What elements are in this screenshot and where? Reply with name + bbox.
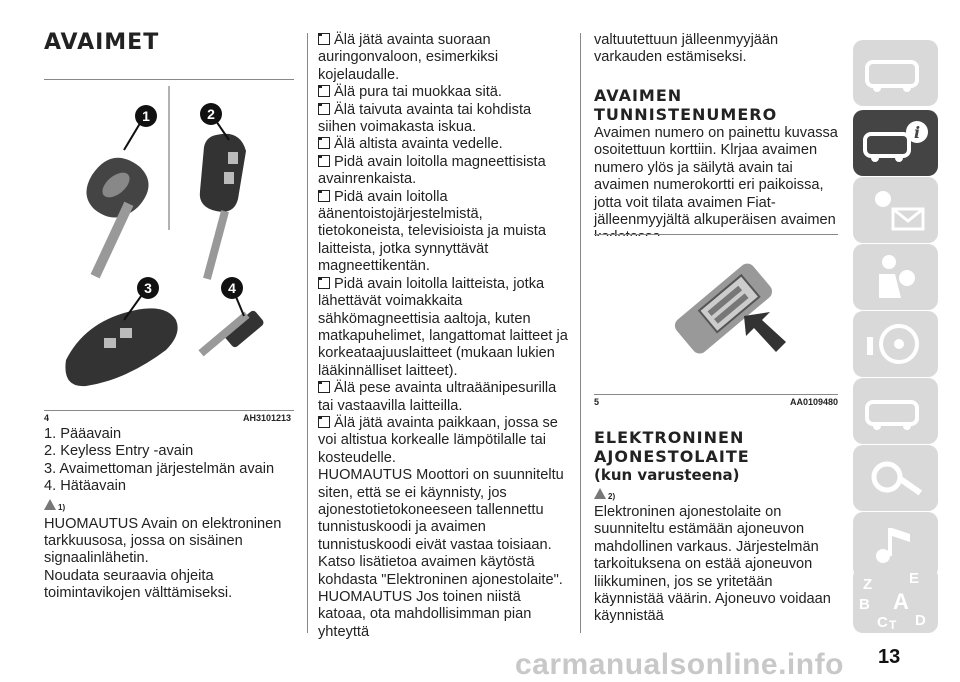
figure-bottom-rule [44, 410, 294, 411]
warning-ref: 1) [44, 496, 300, 516]
paragraph: HUOMAUTUS Moottori on suunniteltu siten, että se ei käynnisty, jos ajonestotietokoneeseen tallennettu tunnistuskoodi ja avaimen tunnistuskoodi eivät vastaa toisiaan. Katso lisätietoa avaimen käytöstä kohdasta "Elektroninen ajonestolaite". [318, 467, 564, 588]
col3-cont: valtuutettuun jälleenmyyjään varkauden estämiseksi. [594, 32, 779, 66]
steering-wheel-icon [853, 311, 938, 377]
watermark: carmanualsonline.info [515, 648, 844, 681]
tab-index[interactable] [853, 567, 938, 633]
figure-top-rule [594, 234, 838, 235]
warning-icon [44, 499, 56, 510]
warning-light-icon [853, 177, 938, 243]
tab-driving[interactable] [853, 311, 938, 377]
car-emergency-icon [853, 378, 938, 444]
key-card-figure [594, 236, 838, 394]
key-figure [44, 80, 294, 410]
svg-text:2: 2 [207, 106, 215, 122]
svg-text:D: D [915, 612, 926, 629]
figure-number: 4 [44, 413, 50, 423]
col2-text [318, 32, 570, 641]
callout-4 [221, 277, 244, 316]
section-title-ajonestolaite: ELEKTRONINEN AJONESTOLAITE [594, 428, 750, 466]
svg-text:E: E [909, 570, 920, 587]
section-title-avaimet: AVAIMET [44, 30, 160, 55]
figure-code: AH3101213 [243, 413, 292, 423]
tab-car-overview[interactable] [853, 40, 938, 106]
list-item: Älä taivuta avainta tai kohdista siihen voimakasta iskua. [318, 101, 532, 136]
figure-number: 5 [594, 397, 600, 407]
col3-para2: Elektroninen ajonestolaite on suunniteltu estämään ajoneuvon mahdollinen varkaus. Järjestelmän tarkoituksena on estää ajoneuvon liikkuminen, jos se yritetään käynnistää väärin. Ajoneuvo voidaan käynnistää [594, 504, 831, 625]
list-item: Pidä avain loitolla äänentoistojärjestelmistä, tietokoneista, televisioista ja muista laitteista, jotka synnyttävät magneettikentän. [318, 188, 546, 275]
car-info-icon [853, 110, 938, 176]
bullet-icon [318, 190, 330, 202]
warning-ref: 2) [594, 486, 615, 502]
bullet-icon [318, 381, 330, 393]
bullet-icon [318, 103, 330, 115]
paragraph: HUOMAUTUS Jos toinen niistä katoaa, ota mahdollisimman pian yhteyttä [318, 589, 532, 640]
paragraph: HUOMAUTUS Avain on elektroninen tarkkuusosa, jossa on sisäinen signaalinlähetin. [44, 515, 282, 567]
bullet-icon [318, 33, 330, 45]
figure-code: AA0109480 [790, 397, 839, 407]
list-item: 1. Pääavain [44, 426, 122, 442]
list-item: Pidä avain loitolla magneettisista avainrenkaista. [318, 153, 546, 188]
svg-text:A: A [893, 589, 909, 614]
gear-wrench-icon [853, 445, 938, 511]
figure-bottom-rule [594, 394, 838, 395]
emergency-key-image [198, 309, 265, 356]
paragraph: Noudata seuraavia ohjeita toimintavikojen välttämiseksi. [44, 567, 233, 602]
callout-1 [124, 105, 157, 150]
bullet-icon [318, 85, 330, 97]
callout-2 [200, 103, 229, 140]
svg-text:1: 1 [142, 108, 150, 124]
bullet-icon [318, 155, 330, 167]
col3-para1: Avaimen numero on painettu kuvassa osoitettuun korttiin. Klrjaa avaimen numero ylös ja säilytä avain tai avaimen numerokortti eri paikoissa, jotta voit tilata avaimen Fiat-jälleenmyyjältä alkuperäisen avaimen [594, 125, 838, 229]
bullet-icon [318, 137, 330, 149]
main-key-image [86, 158, 148, 279]
arrow-icon [744, 312, 786, 352]
tab-warning-lights[interactable] [853, 177, 938, 243]
svg-text:i: i [913, 123, 921, 142]
svg-text:C: C [877, 614, 888, 631]
list-item: 4. Hätäavain [44, 478, 126, 495]
list-item: 3. Avaimettoman järjestelmän avain [44, 460, 275, 477]
key-card-image [672, 260, 776, 356]
airbag-icon [853, 244, 938, 310]
tab-maintenance[interactable] [853, 445, 938, 511]
warning-icon [594, 488, 606, 499]
tab-emergency[interactable] [853, 378, 938, 444]
list-item: Älä jätä avainta paikkaan, jossa se voi altistua korkealle lämpötilalle tai kosteudelle. [318, 414, 558, 466]
alphabet-index-icon [853, 567, 938, 633]
svg-text:B: B [859, 596, 870, 613]
subtitle: (kun varusteena) [594, 466, 740, 484]
list-item: Älä pura tai muokkaa sitä. [318, 84, 570, 101]
column-divider [307, 33, 308, 633]
bullet-icon [318, 416, 330, 428]
svg-text:Z: Z [863, 576, 873, 593]
svg-text:4: 4 [228, 280, 236, 296]
tab-car-info[interactable] [853, 110, 938, 176]
list-item: 2. Keyless Entry -avain [44, 443, 194, 460]
list-item: Pidä avain loitolla laitteista, jotka lähettävät voimakkaita sähkömagneettisia aaltoja, kuten matkapuhelimet, langattomat laitteet ja korkeataajuuslaitteet (mukaan lukien lääkinnälliset laitteet). [318, 275, 568, 379]
page-number: 13 [878, 646, 901, 668]
svg-text:3: 3 [144, 280, 152, 296]
list-item: Älä jätä avainta suoraan auringonvaloon, esimerkiksi kojelaudalle. [318, 32, 499, 83]
keyless-system-key-image [65, 308, 177, 386]
keyless-entry-key-image [200, 134, 246, 280]
list-item: Älä pese avainta ultraäänipesurilla tai vastaavilla laitteilla. [318, 380, 557, 414]
tab-safety[interactable] [853, 244, 938, 310]
bullet-icon [318, 277, 330, 289]
list-item: Älä altista avainta vedelle. [318, 136, 570, 153]
column-divider [580, 33, 581, 633]
svg-text:T: T [889, 618, 897, 632]
section-title-tunnistenumero: AVAIMEN TUNNISTENUMERO [594, 86, 778, 124]
col1-text [44, 426, 300, 603]
